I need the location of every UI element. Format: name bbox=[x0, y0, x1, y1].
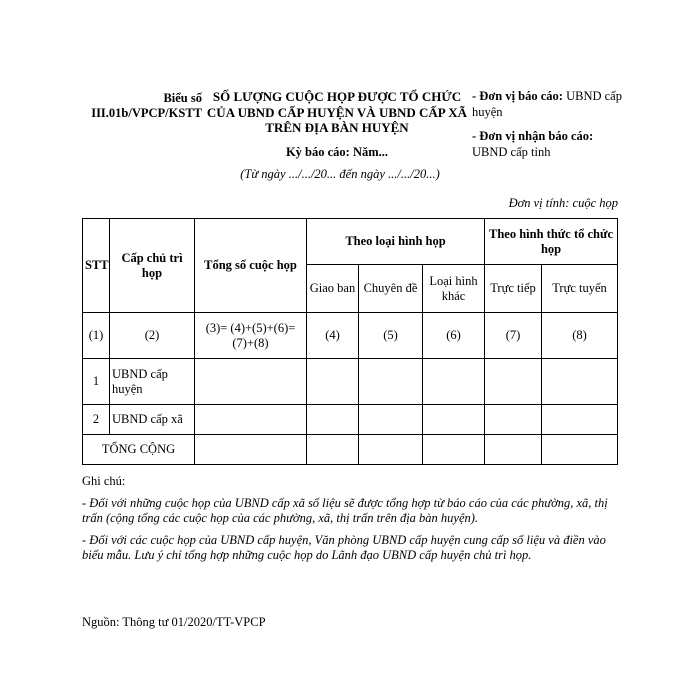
receiving-unit-label: - Đơn vị nhận báo cáo: bbox=[472, 129, 594, 143]
form-code: Biểu số III.01b/VPCP/KSTT bbox=[91, 91, 202, 120]
header-format-inperson: Trực tiếp bbox=[485, 265, 542, 313]
header-format-online: Trực tuyến bbox=[542, 265, 618, 313]
data-cell[interactable] bbox=[195, 405, 307, 435]
header-row-1 bbox=[83, 219, 618, 265]
notes bbox=[82, 474, 622, 570]
reporting-unit-value: UBND cấp huyện bbox=[472, 89, 622, 119]
data-cell[interactable] bbox=[485, 359, 542, 405]
data-cell[interactable] bbox=[423, 359, 485, 405]
notes-heading: Ghi chú: bbox=[82, 474, 126, 488]
header-chair-level: Cấp chủ trì họp bbox=[110, 219, 195, 313]
note-item: - Đối với các cuộc họp của UBND cấp huyện, Văn phòng UBND cấp huyện cung cấp số liệu và điền vào biểu mẫu. Lưu ý chỉ tổng hợp những cuộc họp do Lãnh đạo UBND cấp huyện chủ trì họp. bbox=[82, 532, 606, 562]
data-cell[interactable] bbox=[423, 435, 485, 465]
note-item: - Đối với những cuộc họp của UBND cấp xã số liệu sẽ được tổng hợp từ báo cáo của các phường, xã, thị trấn (cộng tổng các cuộc họp của các phường, xã, thị trấn trên địa bàn huyện). bbox=[82, 495, 608, 525]
index-cell: (5) bbox=[359, 313, 423, 359]
header-type-other: Loại hình khác bbox=[423, 265, 485, 313]
data-cell[interactable] bbox=[485, 435, 542, 465]
data-cell[interactable] bbox=[542, 359, 618, 405]
header-type-topical: Chuyên đề bbox=[359, 265, 423, 313]
data-cell[interactable] bbox=[307, 435, 359, 465]
table-row bbox=[83, 359, 618, 405]
data-cell[interactable] bbox=[195, 359, 307, 405]
data-cell[interactable] bbox=[485, 405, 542, 435]
header-by-format: Theo hình thức tổ chức họp bbox=[485, 219, 618, 265]
index-row bbox=[83, 313, 618, 359]
date-range: (Từ ngày .../.../20... đến ngày .../.../20...) bbox=[240, 167, 440, 181]
report-period: Kỳ báo cáo: Năm... bbox=[285, 145, 389, 159]
report-table bbox=[82, 218, 618, 465]
index-cell: (6) bbox=[423, 313, 485, 359]
data-cell[interactable] bbox=[195, 435, 307, 465]
data-cell[interactable] bbox=[359, 359, 423, 405]
header-total: Tổng số cuộc họp bbox=[195, 219, 307, 313]
header-stt: STT bbox=[83, 219, 110, 313]
total-row bbox=[83, 435, 618, 465]
source-note: Nguồn: Thông tư 01/2020/TT-VPCP bbox=[82, 615, 266, 629]
index-cell: (7) bbox=[485, 313, 542, 359]
data-cell[interactable] bbox=[307, 359, 359, 405]
header-type-briefing: Giao ban bbox=[307, 265, 359, 313]
receiving-unit bbox=[472, 129, 622, 160]
data-cell[interactable] bbox=[359, 435, 423, 465]
index-cell: (3)= (4)+(5)+(6)=(7)+(8) bbox=[195, 313, 307, 359]
data-cell[interactable] bbox=[359, 405, 423, 435]
row-name: UBND cấp huyện bbox=[110, 359, 195, 405]
row-name: UBND cấp xã bbox=[110, 405, 195, 435]
total-label: TỔNG CỘNG bbox=[83, 435, 195, 465]
row-stt: 1 bbox=[83, 359, 110, 405]
index-cell: (4) bbox=[307, 313, 359, 359]
index-cell: (8) bbox=[542, 313, 618, 359]
table-row bbox=[83, 405, 618, 435]
reporting-unit-label: - Đơn vị báo cáo: bbox=[472, 89, 563, 103]
reporting-unit bbox=[472, 89, 622, 120]
data-cell[interactable] bbox=[423, 405, 485, 435]
index-cell: (2) bbox=[110, 313, 195, 359]
header-by-type: Theo loại hình họp bbox=[307, 219, 485, 265]
row-stt: 2 bbox=[83, 405, 110, 435]
form-title: SỐ LƯỢNG CUỘC HỌP ĐƯỢC TỔ CHỨC CỦA UBND CẤP HUYỆN VÀ UBND CẤP XÃ TRÊN ĐỊA BÀN HUYỆN bbox=[206, 89, 468, 135]
data-cell[interactable] bbox=[542, 435, 618, 465]
index-cell: (1) bbox=[83, 313, 110, 359]
unit-note: Đơn vị tính: cuộc họp bbox=[508, 196, 618, 210]
receiving-unit-value: UBND cấp tỉnh bbox=[472, 144, 551, 159]
data-cell[interactable] bbox=[542, 405, 618, 435]
data-cell[interactable] bbox=[307, 405, 359, 435]
